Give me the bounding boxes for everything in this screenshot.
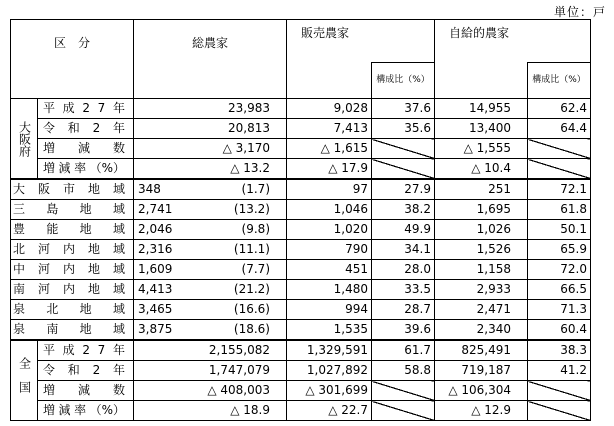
self-ratio-value: 71.3 bbox=[528, 300, 591, 320]
self-value: 1,695 bbox=[435, 200, 528, 220]
self-ratio-empty bbox=[528, 381, 591, 401]
area-total-share: (21.2) bbox=[233, 282, 270, 296]
self-value: 1,526 bbox=[435, 240, 528, 260]
self-ratio-value: 61.8 bbox=[528, 200, 591, 220]
osaka-row bbox=[11, 99, 591, 119]
row-label-text: 中 河 内 地 域 bbox=[13, 262, 125, 276]
self-value: 2,340 bbox=[435, 320, 528, 341]
self-ratio-value: 60.4 bbox=[528, 320, 591, 341]
row-label bbox=[38, 381, 134, 401]
total-value: 2,155,082 bbox=[134, 340, 287, 361]
total-value: 20,813 bbox=[134, 119, 287, 139]
row-label bbox=[38, 99, 134, 119]
self-ratio-value: 50.1 bbox=[528, 220, 591, 240]
header-total: 総農家 bbox=[134, 20, 287, 99]
row-label-text: 増 減 率 （%） bbox=[43, 403, 125, 417]
national-row bbox=[11, 401, 591, 421]
total-value: △ 18.9 bbox=[134, 401, 287, 421]
area-total-cell bbox=[134, 320, 287, 341]
header-row bbox=[11, 20, 591, 63]
area-total-pair bbox=[138, 182, 272, 197]
sales-ratio-value: 61.7 bbox=[372, 340, 435, 361]
area-row bbox=[11, 260, 591, 280]
self-ratio-value: 64.4 bbox=[528, 119, 591, 139]
sales-value: 1,535 bbox=[287, 320, 372, 341]
area-total-value: 1,609 bbox=[138, 262, 173, 276]
row-label-text: 増 減 数 bbox=[43, 383, 125, 397]
sales-value: 7,413 bbox=[287, 119, 372, 139]
row-label-text: 北 河 内 地 域 bbox=[13, 242, 125, 256]
row-label bbox=[38, 159, 134, 180]
row-label bbox=[38, 361, 134, 381]
area-total-share: (16.6) bbox=[233, 302, 270, 316]
sales-value: 1,020 bbox=[287, 220, 372, 240]
self-value: 2,471 bbox=[435, 300, 528, 320]
area-total-cell bbox=[134, 240, 287, 260]
area-total-cell bbox=[134, 260, 287, 280]
sales-ratio-value: 27.9 bbox=[372, 179, 435, 200]
total-value: △ 3,170 bbox=[134, 139, 287, 159]
row-label-text: 増 減 数 bbox=[43, 141, 125, 155]
area-total-share: (1.7) bbox=[241, 182, 270, 196]
area-label bbox=[11, 179, 134, 200]
area-label bbox=[11, 240, 134, 260]
sales-ratio-value: 28.7 bbox=[372, 300, 435, 320]
sales-ratio-empty bbox=[372, 139, 435, 159]
area-total-value: 3,465 bbox=[138, 302, 173, 316]
area-total-cell bbox=[134, 200, 287, 220]
self-value: 2,933 bbox=[435, 280, 528, 300]
area-row bbox=[11, 320, 591, 341]
area-row bbox=[11, 280, 591, 300]
total-value: △ 13.2 bbox=[134, 159, 287, 180]
sales-ratio-value: 35.6 bbox=[372, 119, 435, 139]
sales-value: 1,027,892 bbox=[287, 361, 372, 381]
area-total-value: 2,741 bbox=[138, 202, 173, 216]
row-label bbox=[38, 340, 134, 361]
sales-ratio-empty bbox=[372, 381, 435, 401]
osaka-row bbox=[11, 139, 591, 159]
area-total-cell bbox=[134, 179, 287, 200]
sales-value: △ 301,699 bbox=[287, 381, 372, 401]
row-label-text: 豊 能 地 域 bbox=[13, 222, 125, 236]
area-total-pair bbox=[138, 282, 272, 297]
sales-value: 994 bbox=[287, 300, 372, 320]
self-value: △ 12.9 bbox=[435, 401, 528, 421]
sales-value: 451 bbox=[287, 260, 372, 280]
area-label bbox=[11, 280, 134, 300]
area-label bbox=[11, 200, 134, 220]
row-label bbox=[38, 401, 134, 421]
total-value: △ 408,003 bbox=[134, 381, 287, 401]
osaka-row bbox=[11, 119, 591, 139]
area-total-cell bbox=[134, 280, 287, 300]
total-value: 1,747,079 bbox=[134, 361, 287, 381]
sales-ratio-empty bbox=[372, 159, 435, 180]
header-self: 自給的農家 bbox=[435, 20, 591, 63]
row-label-text: 令 和 2 年 bbox=[43, 363, 125, 377]
self-value: 251 bbox=[435, 179, 528, 200]
self-ratio-value: 72.0 bbox=[528, 260, 591, 280]
header-sales: 販売農家 bbox=[287, 20, 435, 63]
area-row bbox=[11, 220, 591, 240]
sales-ratio-value: 33.5 bbox=[372, 280, 435, 300]
self-ratio-empty bbox=[528, 139, 591, 159]
sales-ratio-value: 39.6 bbox=[372, 320, 435, 341]
self-value: △ 10.4 bbox=[435, 159, 528, 180]
self-ratio-value: 62.4 bbox=[528, 99, 591, 119]
national-row bbox=[11, 340, 591, 361]
area-row bbox=[11, 240, 591, 260]
self-value: 719,187 bbox=[435, 361, 528, 381]
area-total-share: (9.8) bbox=[241, 222, 270, 236]
header-sales-ratio: 構成比（%） bbox=[372, 62, 435, 98]
area-row bbox=[11, 179, 591, 200]
area-total-value: 2,316 bbox=[138, 242, 173, 256]
area-total-share: (11.1) bbox=[233, 242, 270, 256]
osaka-row bbox=[11, 159, 591, 180]
area-total-value: 4,413 bbox=[138, 282, 173, 296]
area-total-pair bbox=[138, 202, 272, 217]
self-ratio-value: 72.1 bbox=[528, 179, 591, 200]
row-label bbox=[38, 119, 134, 139]
self-ratio-empty bbox=[528, 159, 591, 180]
osaka-group-label: 大阪府 bbox=[11, 99, 38, 180]
self-ratio-value: 65.9 bbox=[528, 240, 591, 260]
area-label bbox=[11, 320, 134, 341]
area-total-cell bbox=[134, 300, 287, 320]
sales-value: △ 22.7 bbox=[287, 401, 372, 421]
area-total-share: (13.2) bbox=[233, 202, 270, 216]
row-label-text: 平 成 2 7 年 bbox=[43, 101, 125, 115]
self-ratio-value: 66.5 bbox=[528, 280, 591, 300]
total-value: 23,983 bbox=[134, 99, 287, 119]
sales-ratio-value: 37.6 bbox=[372, 99, 435, 119]
sales-ratio-empty bbox=[372, 401, 435, 421]
sales-value: 790 bbox=[287, 240, 372, 260]
row-label bbox=[38, 139, 134, 159]
area-label bbox=[11, 260, 134, 280]
area-total-value: 348 bbox=[138, 182, 161, 196]
self-ratio-empty bbox=[528, 401, 591, 421]
row-label-text: 令 和 2 年 bbox=[43, 121, 125, 135]
self-value: 825,491 bbox=[435, 340, 528, 361]
row-label-text: 平 成 2 7 年 bbox=[43, 343, 125, 357]
sales-value: △ 1,615 bbox=[287, 139, 372, 159]
area-total-pair bbox=[138, 302, 272, 317]
sales-ratio-value: 58.8 bbox=[372, 361, 435, 381]
self-value: 14,955 bbox=[435, 99, 528, 119]
national-group-label: 全国 bbox=[11, 340, 38, 421]
self-value: 1,026 bbox=[435, 220, 528, 240]
national-row bbox=[11, 361, 591, 381]
row-label-text: 増 減 率 （%） bbox=[43, 161, 125, 175]
sales-ratio-value: 38.2 bbox=[372, 200, 435, 220]
area-total-pair bbox=[138, 322, 272, 337]
sales-ratio-value: 28.0 bbox=[372, 260, 435, 280]
area-total-value: 3,875 bbox=[138, 322, 173, 336]
table-body bbox=[11, 20, 591, 421]
self-ratio-value: 41.2 bbox=[528, 361, 591, 381]
header-self-ratio: 構成比（%） bbox=[528, 62, 591, 98]
row-label-text: 三 島 地 域 bbox=[13, 202, 125, 216]
header-category: 区 分 bbox=[11, 20, 134, 99]
area-total-value: 2,046 bbox=[138, 222, 173, 236]
sales-value: 1,046 bbox=[287, 200, 372, 220]
area-total-share: (7.7) bbox=[241, 262, 270, 276]
self-ratio-value: 38.3 bbox=[528, 340, 591, 361]
sales-value: 1,329,591 bbox=[287, 340, 372, 361]
area-total-cell bbox=[134, 220, 287, 240]
sales-value: 1,480 bbox=[287, 280, 372, 300]
area-total-share: (18.6) bbox=[233, 322, 270, 336]
farm-household-table bbox=[10, 19, 591, 421]
area-total-pair bbox=[138, 222, 272, 237]
unit-label: 単位：戸 bbox=[553, 5, 606, 19]
area-total-pair bbox=[138, 262, 272, 277]
self-value: 1,158 bbox=[435, 260, 528, 280]
sales-value: △ 17.9 bbox=[287, 159, 372, 180]
self-value: △ 1,555 bbox=[435, 139, 528, 159]
sales-value: 97 bbox=[287, 179, 372, 200]
sales-ratio-value: 49.9 bbox=[372, 220, 435, 240]
row-label-text: 泉 南 地 域 bbox=[13, 322, 125, 336]
self-value: 13,400 bbox=[435, 119, 528, 139]
area-row bbox=[11, 200, 591, 220]
row-label-text: 南 河 内 地 域 bbox=[13, 282, 125, 296]
area-label bbox=[11, 300, 134, 320]
area-row bbox=[11, 300, 591, 320]
self-value: △ 106,304 bbox=[435, 381, 528, 401]
area-label bbox=[11, 220, 134, 240]
row-label-text: 泉 北 地 域 bbox=[13, 302, 125, 316]
national-row bbox=[11, 381, 591, 401]
sales-ratio-value: 34.1 bbox=[372, 240, 435, 260]
row-label-text: 大 阪 市 地 域 bbox=[13, 182, 125, 196]
area-total-pair bbox=[138, 242, 272, 257]
sales-value: 9,028 bbox=[287, 99, 372, 119]
